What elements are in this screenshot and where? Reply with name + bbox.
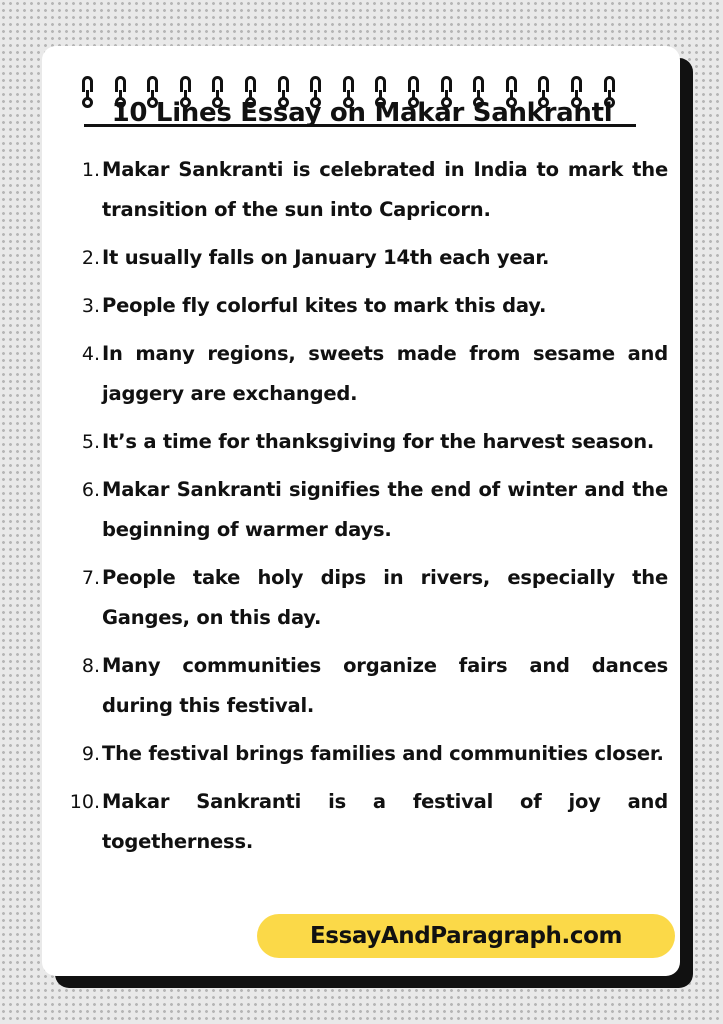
list-item bbox=[60, 470, 668, 550]
list-item bbox=[60, 150, 668, 230]
item-number: 3. bbox=[81, 295, 100, 317]
list-item bbox=[60, 286, 668, 326]
essay-list bbox=[60, 150, 668, 870]
item-number: 8. bbox=[81, 655, 100, 677]
item-text: It usually falls on January 14th each year. bbox=[102, 246, 550, 269]
item-text: In many regions, sweets made from sesame and jaggery are exchanged. bbox=[102, 342, 668, 405]
item-number: 2. bbox=[81, 247, 100, 269]
list-item bbox=[60, 734, 668, 774]
notebook-card bbox=[42, 46, 680, 976]
item-text: Makar Sankranti signifies the end of winter and the beginning of warmer days. bbox=[102, 478, 668, 541]
item-text: It’s a time for thanksgiving for the harvest season. bbox=[102, 430, 655, 453]
list-item bbox=[60, 422, 668, 462]
item-number: 4. bbox=[81, 343, 100, 365]
item-text: People fly colorful kites to mark this day. bbox=[102, 294, 547, 317]
item-number: 7. bbox=[81, 567, 100, 589]
list-item bbox=[60, 558, 668, 638]
list-item bbox=[60, 334, 668, 414]
list-item bbox=[60, 238, 668, 278]
item-number: 5. bbox=[81, 431, 100, 453]
item-text: Many communities organize fairs and dances during this festival. bbox=[102, 654, 668, 717]
item-number: 9. bbox=[81, 743, 100, 765]
item-number: 1. bbox=[81, 159, 100, 181]
item-number: 6. bbox=[81, 479, 100, 501]
list-item bbox=[60, 646, 668, 726]
site-badge: EssayAndParagraph.com bbox=[257, 914, 675, 958]
item-text: The festival brings families and communities closer. bbox=[102, 742, 664, 765]
item-text: Makar Sankranti is celebrated in India to mark the transition of the sun into Capricorn. bbox=[102, 158, 668, 221]
item-text: People take holy dips in rivers, especially the Ganges, on this day. bbox=[102, 566, 668, 629]
page-title: 10 Lines Essay on Makar Sankranti bbox=[111, 98, 613, 128]
item-number: 10. bbox=[69, 791, 100, 813]
list-item bbox=[60, 782, 668, 862]
item-text: Makar Sankranti is a festival of joy and togetherness. bbox=[102, 790, 668, 853]
